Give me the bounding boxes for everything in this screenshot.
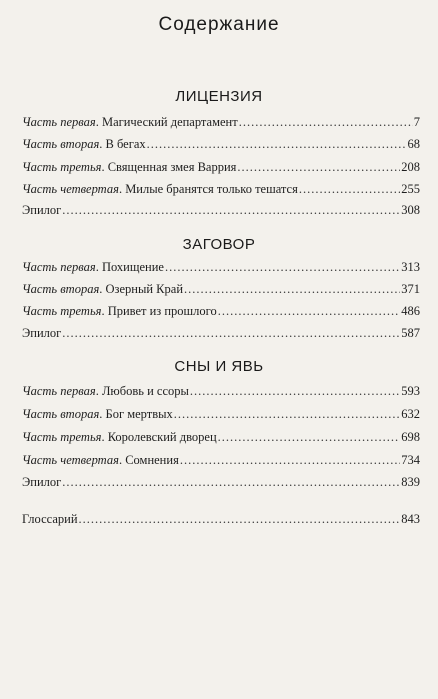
entry-separator: .: [99, 137, 106, 151]
dot-leader: [299, 180, 400, 198]
entry-separator: .: [101, 160, 108, 174]
dot-leader: [79, 510, 401, 528]
section-title: ЛИЦЕНЗИЯ: [175, 88, 263, 105]
page-number: 68: [407, 137, 420, 151]
dot-leader: [62, 324, 400, 342]
entry-title: В бегах: [105, 137, 146, 151]
toc-entry: [22, 451, 420, 469]
dot-leader: [180, 451, 400, 469]
dot-leader: [218, 428, 401, 446]
toc-entry: [22, 135, 420, 153]
entry-label: [22, 258, 164, 276]
page-number: 839: [401, 475, 420, 489]
page-number: 7: [413, 115, 420, 129]
dot-leader: [184, 280, 400, 298]
entry-part: Часть третья: [22, 430, 102, 444]
toc-entry: [22, 258, 420, 276]
entry-part: Часть первая: [22, 115, 96, 129]
dot-leader: [237, 158, 400, 176]
toc-entry: [22, 113, 420, 131]
entry-label: [22, 135, 146, 153]
toc-entry: [22, 201, 420, 219]
entry-part: Часть первая: [22, 384, 96, 398]
entry-separator: .: [101, 304, 108, 318]
dot-leader: [165, 258, 400, 276]
page-number: 587: [401, 326, 420, 340]
entry-separator: .: [99, 282, 106, 296]
entry-label: [22, 280, 183, 298]
toc-entry: [22, 428, 420, 446]
entry-separator: .: [118, 453, 126, 467]
entry-title: Сомнения: [125, 453, 179, 467]
section-title: ЗАГОВОР: [182, 236, 256, 253]
dot-leader: [218, 302, 401, 320]
toc-entry: [22, 324, 420, 342]
entry-title: Эпилог: [22, 326, 62, 340]
entry-label: [22, 201, 61, 219]
toc-entry: [22, 382, 420, 400]
page-title: Содержание: [158, 14, 280, 35]
entry-part: Часть вторая: [22, 282, 100, 296]
toc-entry: [22, 158, 420, 176]
page-number: 255: [401, 182, 420, 196]
entry-part: Часть третья: [22, 160, 102, 174]
entry-separator: .: [95, 260, 102, 274]
entry-title: Привет из прошлого: [107, 304, 217, 318]
toc-entry: [22, 280, 420, 298]
entry-title: Глоссарий: [22, 512, 78, 526]
page-number: 208: [401, 160, 420, 174]
dot-leader: [239, 113, 413, 131]
section-title: СНЫ И ЯВЬ: [174, 358, 264, 375]
entry-separator: .: [95, 115, 102, 129]
entry-separator: .: [101, 430, 108, 444]
entry-label: [22, 451, 179, 469]
entry-separator: .: [95, 384, 102, 398]
page-number: 371: [401, 282, 420, 296]
toc-entry: [22, 180, 420, 198]
entry-title: Магический департамент: [101, 115, 238, 129]
entry-label: [22, 180, 298, 198]
toc-entry: [22, 405, 420, 423]
entry-part: Часть четвертая: [22, 453, 119, 467]
entry-title: Эпилог: [22, 475, 62, 489]
entry-label: [22, 302, 217, 320]
toc-entry: [22, 302, 420, 320]
page-number: 843: [401, 512, 420, 526]
dot-leader: [62, 473, 400, 491]
entry-title: Бог мертвых: [105, 407, 173, 421]
entry-title: Эпилог: [22, 203, 62, 217]
entry-part: Часть четвертая: [22, 182, 119, 196]
entry-separator: .: [99, 407, 106, 421]
entry-title: Королевский дворец: [107, 430, 217, 444]
page-number: 698: [401, 430, 420, 444]
entry-title: Похищение: [101, 260, 164, 274]
entry-part: Часть вторая: [22, 137, 100, 151]
entry-label: [22, 113, 238, 131]
page-number: 313: [401, 260, 420, 274]
entry-label: [22, 158, 236, 176]
entry-label: [22, 405, 173, 423]
toc-entry: [22, 510, 420, 528]
dot-leader: [190, 382, 400, 400]
entry-separator: .: [118, 182, 126, 196]
entry-label: [22, 473, 61, 491]
page-number: 308: [401, 203, 420, 217]
entry-part: Часть вторая: [22, 407, 100, 421]
entry-title: Любовь и ссоры: [101, 384, 189, 398]
page-number: 734: [401, 453, 420, 467]
entry-title: Озерный Край: [105, 282, 184, 296]
entry-label: [22, 510, 78, 528]
page-number: 632: [401, 407, 420, 421]
dot-leader: [174, 405, 400, 423]
dot-leader: [62, 201, 400, 219]
entry-label: [22, 324, 61, 342]
entry-part: Часть третья: [22, 304, 102, 318]
entry-label: [22, 428, 217, 446]
page-number: 593: [401, 384, 420, 398]
entry-title: Священная змея Варрия: [107, 160, 237, 174]
entry-label: [22, 382, 189, 400]
dot-leader: [147, 135, 407, 153]
entry-part: Часть первая: [22, 260, 96, 274]
entry-title: Милые бранятся только тешатся: [125, 182, 298, 196]
page-number: 486: [401, 304, 420, 318]
toc-entry: [22, 473, 420, 491]
